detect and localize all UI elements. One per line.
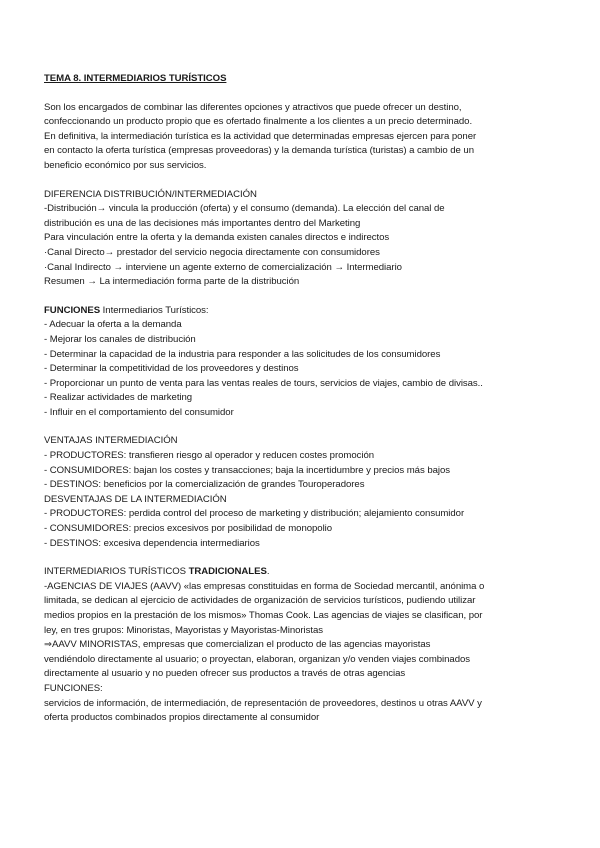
list-item: - PRODUCTORES: transfieren riesgo al operador y reducen costes promoción — [44, 450, 375, 462]
diferencia-section — [44, 188, 564, 290]
text-line: oferta productos combinados propios directamente al consumidor — [44, 712, 320, 724]
intro-line: beneficio económico por sus servicios. — [44, 159, 207, 171]
intro-line: confeccionando un producto propio que es ofertado finalmente a los clientes a un precio determinado. — [44, 116, 473, 128]
text-line: vendiéndolo directamente al usuario; o proyectan, elaboran, organizan y/o venden viajes combinados — [44, 653, 471, 665]
heading-end: . — [266, 566, 270, 578]
list-item: - CONSUMIDORES: bajan los costes y transacciones; baja la incertidumbre y precios más bajos — [44, 464, 451, 476]
section-heading — [44, 565, 564, 580]
text-line: limitada, se dedican al ejercicio de actividades de organización de servicios turísticos, pudiendo utilizar — [44, 595, 476, 607]
section-heading: VENTAJAS INTERMEDIACIÓN — [44, 435, 178, 447]
intro-paragraph — [44, 101, 564, 174]
list-item: - Influir en el comportamiento del consumidor — [44, 406, 234, 418]
list-item: - DESTINOS: excesiva dependencia intermediarios — [44, 537, 260, 549]
list-item: - Realizar actividades de marketing — [44, 392, 193, 404]
section-heading: DIFERENCIA DISTRIBUCIÓN/INTERMEDIACIÓN — [44, 188, 257, 200]
text-line: directamente al usuario y no pueden ofrecer sus productos a través de otras agencias — [44, 668, 406, 680]
intro-line: En definitiva, la intermediación turística es la actividad que determinadas empresas ejercen para poner — [44, 130, 477, 142]
text-line: distribución es una de las decisiones más importantes dentro del Marketing — [44, 217, 361, 229]
text-line: Para vinculación entre la oferta y la demanda existen canales directos e indirectos — [44, 232, 390, 244]
funciones-section — [44, 304, 564, 421]
list-item: - PRODUCTORES: perdida control del proceso de marketing y distribución; alejamiento consumidor — [44, 508, 465, 520]
heading-rest: INTERMEDIARIOS TURÍSTICOS — [44, 566, 189, 578]
intro-line: en contacto la oferta turística (empresas proveedoras) y la demanda turística (turistas) a cambio de un — [44, 145, 474, 157]
text-line: Resumen → La intermediación forma parte de la distribución — [44, 276, 300, 288]
ventajas-section — [44, 434, 564, 551]
list-item: - Determinar la capacidad de la industria para responder a las solicitudes de los consumidores — [44, 348, 441, 360]
text-line: ·Canal Directo→ prestador del servicio negocia directamente con consumidores — [44, 246, 380, 258]
text-line: -Distribución→ vincula la producción (oferta) y el consumo (demanda). La elección del canal de — [44, 203, 445, 215]
heading-bold: FUNCIONES — [44, 304, 101, 316]
list-item: - CONSUMIDORES: precios excesivos por posibilidad de monopolio — [44, 523, 333, 535]
text-line: FUNCIONES: — [44, 682, 103, 694]
list-item: - Proporcionar un punto de venta para las ventas reales de tours, servicios de viajes, cambio de divisas.. — [44, 377, 483, 389]
text-line: medios propios en la prestación de los mismos» Thomas Cook. Las agencias de viajes se clasifican, por — [44, 610, 483, 621]
text-line: ·Canal Indirecto → interviene un agente externo de comercialización → Intermediario — [44, 261, 402, 273]
text-line: -AGENCIAS DE VIAJES (AAVV) «las empresas constituidas en forma de Sociedad mercantil, anónima o — [44, 580, 485, 592]
page-title: TEMA 8. INTERMEDIARIOS TURÍSTICOS — [44, 73, 227, 84]
text-line: ⇒AAVV MINORISTAS, empresas que comercializan el producto de las agencias mayoristas — [44, 639, 431, 651]
text-line: ley, en tres grupos: Minoristas, Mayoristas y Mayoristas-Minoristas — [44, 624, 324, 636]
list-item: - Adecuar la oferta a la demanda — [44, 319, 182, 331]
list-item: - DESTINOS: beneficios por la comercialización de grandes Touroperadores — [44, 479, 365, 491]
list-item: - Determinar la competitividad de los proveedores y destinos — [44, 363, 299, 375]
tradicionales-section — [44, 565, 564, 726]
text-line: servicios de información, de intermediación, de representación de proveedores, destinos u otras AAVV y — [44, 697, 482, 709]
section-heading — [44, 304, 564, 319]
document-page — [44, 72, 564, 740]
heading-rest: Intermediarios Turísticos: — [100, 304, 209, 316]
list-item: - Mejorar los canales de distribución — [44, 333, 196, 345]
heading-bold: TRADICIONALES — [188, 566, 267, 578]
section-heading: DESVENTAJAS DE LA INTERMEDIACIÓN — [44, 493, 227, 505]
intro-line: Son los encargados de combinar las diferentes opciones y atractivos que puede ofrecer un destino, — [44, 101, 462, 113]
